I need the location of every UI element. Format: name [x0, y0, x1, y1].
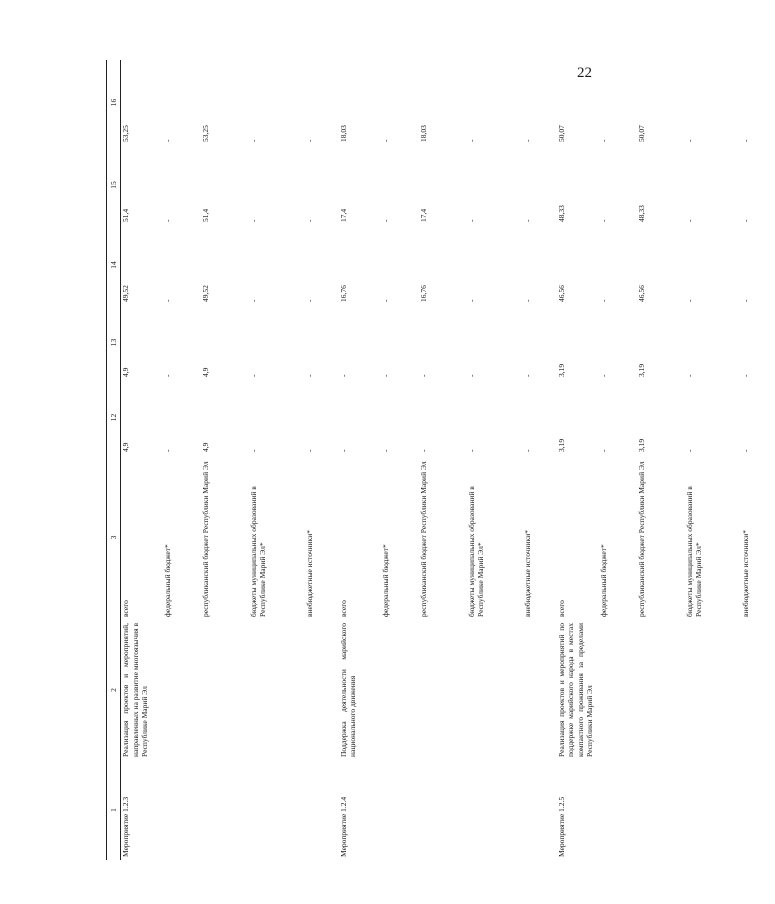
value-cell: 3,19	[556, 363, 566, 377]
value-cell: 53,25	[121, 125, 131, 142]
funding-source: внебюджетные источники*	[740, 530, 750, 617]
page-number: 22	[577, 65, 592, 81]
value-cell: 17,4	[338, 208, 348, 222]
value-cell: 49,52	[200, 285, 210, 302]
value-cell: -	[522, 139, 532, 142]
funding-source: республиканский бюджет Республики Марий Эл	[636, 461, 646, 617]
value-cell: -	[598, 139, 608, 142]
value-cell: 48,33	[636, 205, 646, 222]
value-cell: -	[248, 139, 258, 142]
value-cell: -	[162, 299, 172, 302]
value-cell: -	[598, 299, 608, 302]
value-cell: -	[380, 219, 390, 222]
value-cell: -	[684, 299, 694, 302]
measure-name: Мероприятие 1.2.4	[338, 796, 348, 857]
value-cell: -	[466, 139, 476, 142]
value-cell: -	[740, 139, 750, 142]
value-cell: -	[248, 299, 258, 302]
value-cell: -	[466, 374, 476, 377]
value-cell: 46,56	[556, 285, 566, 302]
value-cell: 18,03	[418, 125, 428, 142]
measure-name: Мероприятие 1.2.3	[121, 796, 131, 857]
value-cell: -	[740, 374, 750, 377]
value-cell: -	[684, 374, 694, 377]
value-cell: -	[162, 139, 172, 142]
value-cell: 3,19	[636, 438, 646, 452]
value-cell: -	[466, 299, 476, 302]
value-cell: -	[522, 299, 532, 302]
measure-description: Реализация проектов и мероприятий по поддержке марийского народа в местах компактного проживания за пределами Республики Марий Эл	[556, 623, 594, 757]
column-header: 13	[107, 305, 121, 380]
column-header: 12	[107, 380, 121, 455]
value-cell: -	[162, 449, 172, 452]
value-cell: 49,52	[121, 285, 131, 302]
column-header: 15	[107, 145, 121, 225]
value-cell: 17,4	[418, 208, 428, 222]
value-cell: -	[684, 449, 694, 452]
value-cell: 3,19	[556, 438, 566, 452]
funding-source: внебюджетные источники*	[304, 530, 314, 617]
value-cell: -	[338, 374, 348, 377]
value-cell: -	[598, 374, 608, 377]
funding-source: всего	[338, 600, 348, 617]
value-cell: -	[248, 219, 258, 222]
table-row	[339, 60, 381, 860]
value-cell: 48,33	[556, 205, 566, 222]
value-cell: -	[162, 219, 172, 222]
value-cell: -	[248, 374, 258, 377]
value-cell: -	[740, 219, 750, 222]
funding-source: бюджеты муниципальных образований в Республике Марий Эл*	[248, 486, 268, 617]
value-cell: -	[522, 374, 532, 377]
value-cell: -	[248, 449, 258, 452]
value-cell: 4,9	[200, 442, 210, 452]
column-header: 16	[107, 60, 121, 145]
value-cell: 50,07	[556, 125, 566, 142]
funding-source: республиканский бюджет Республики Марий Эл	[418, 461, 428, 617]
funding-source: федеральный бюджет*	[162, 544, 172, 617]
funding-source: бюджеты муниципальных образований в Республике Марий Эл*	[466, 486, 486, 617]
table-body	[121, 60, 775, 860]
value-cell: 4,9	[121, 367, 131, 377]
value-cell: 50,07	[636, 125, 646, 142]
value-cell: -	[380, 374, 390, 377]
column-header: 3	[107, 455, 121, 620]
value-cell: -	[522, 219, 532, 222]
value-cell: -	[466, 449, 476, 452]
value-cell: -	[418, 374, 428, 377]
value-cell: -	[380, 299, 390, 302]
value-cell: 53,25	[200, 125, 210, 142]
budget-table	[106, 60, 775, 860]
funding-source: всего	[121, 600, 131, 617]
value-cell: -	[740, 299, 750, 302]
column-header: 1	[107, 760, 121, 860]
funding-source: республиканский бюджет Республики Марий Эл	[200, 461, 210, 617]
value-cell: 4,9	[121, 442, 131, 452]
value-cell: 16,76	[418, 285, 428, 302]
column-header: 2	[107, 620, 121, 760]
funding-source: всего	[556, 600, 566, 617]
value-cell: -	[304, 374, 314, 377]
value-cell: 16,76	[338, 285, 348, 302]
funding-source: федеральный бюджет*	[380, 544, 390, 617]
column-header: 14	[107, 225, 121, 305]
value-cell: -	[338, 449, 348, 452]
value-cell: -	[598, 449, 608, 452]
value-cell: 46,56	[636, 285, 646, 302]
value-cell: -	[304, 449, 314, 452]
value-cell: -	[466, 219, 476, 222]
funding-source: внебюджетные источники*	[522, 530, 532, 617]
value-cell: -	[522, 449, 532, 452]
value-cell: -	[684, 139, 694, 142]
value-cell: 18,03	[338, 125, 348, 142]
value-cell: -	[162, 374, 172, 377]
value-cell: -	[740, 449, 750, 452]
value-cell: 51,4	[121, 208, 131, 222]
value-cell: -	[684, 219, 694, 222]
measure-description: Поддержка деятельности марийского национального движения	[338, 623, 358, 757]
table-row	[557, 60, 599, 860]
header-row	[107, 60, 121, 860]
value-cell: -	[304, 139, 314, 142]
value-cell: -	[598, 219, 608, 222]
funding-source: федеральный бюджет*	[598, 544, 608, 617]
value-cell: -	[304, 219, 314, 222]
value-cell: -	[304, 299, 314, 302]
value-cell: 3,19	[636, 363, 646, 377]
measure-description: Реализация проектов и мероприятий, направленных на развитие многоязычия в Республике Марий Эл	[121, 623, 150, 757]
value-cell: -	[380, 449, 390, 452]
value-cell: -	[418, 449, 428, 452]
funding-source: бюджеты муниципальных образований в Республике Марий Эл*	[684, 486, 704, 617]
table-row	[121, 60, 163, 860]
value-cell: 51,4	[200, 208, 210, 222]
measure-name: Мероприятие 1.2.5	[556, 796, 566, 857]
value-cell: -	[380, 139, 390, 142]
value-cell: 4,9	[200, 367, 210, 377]
